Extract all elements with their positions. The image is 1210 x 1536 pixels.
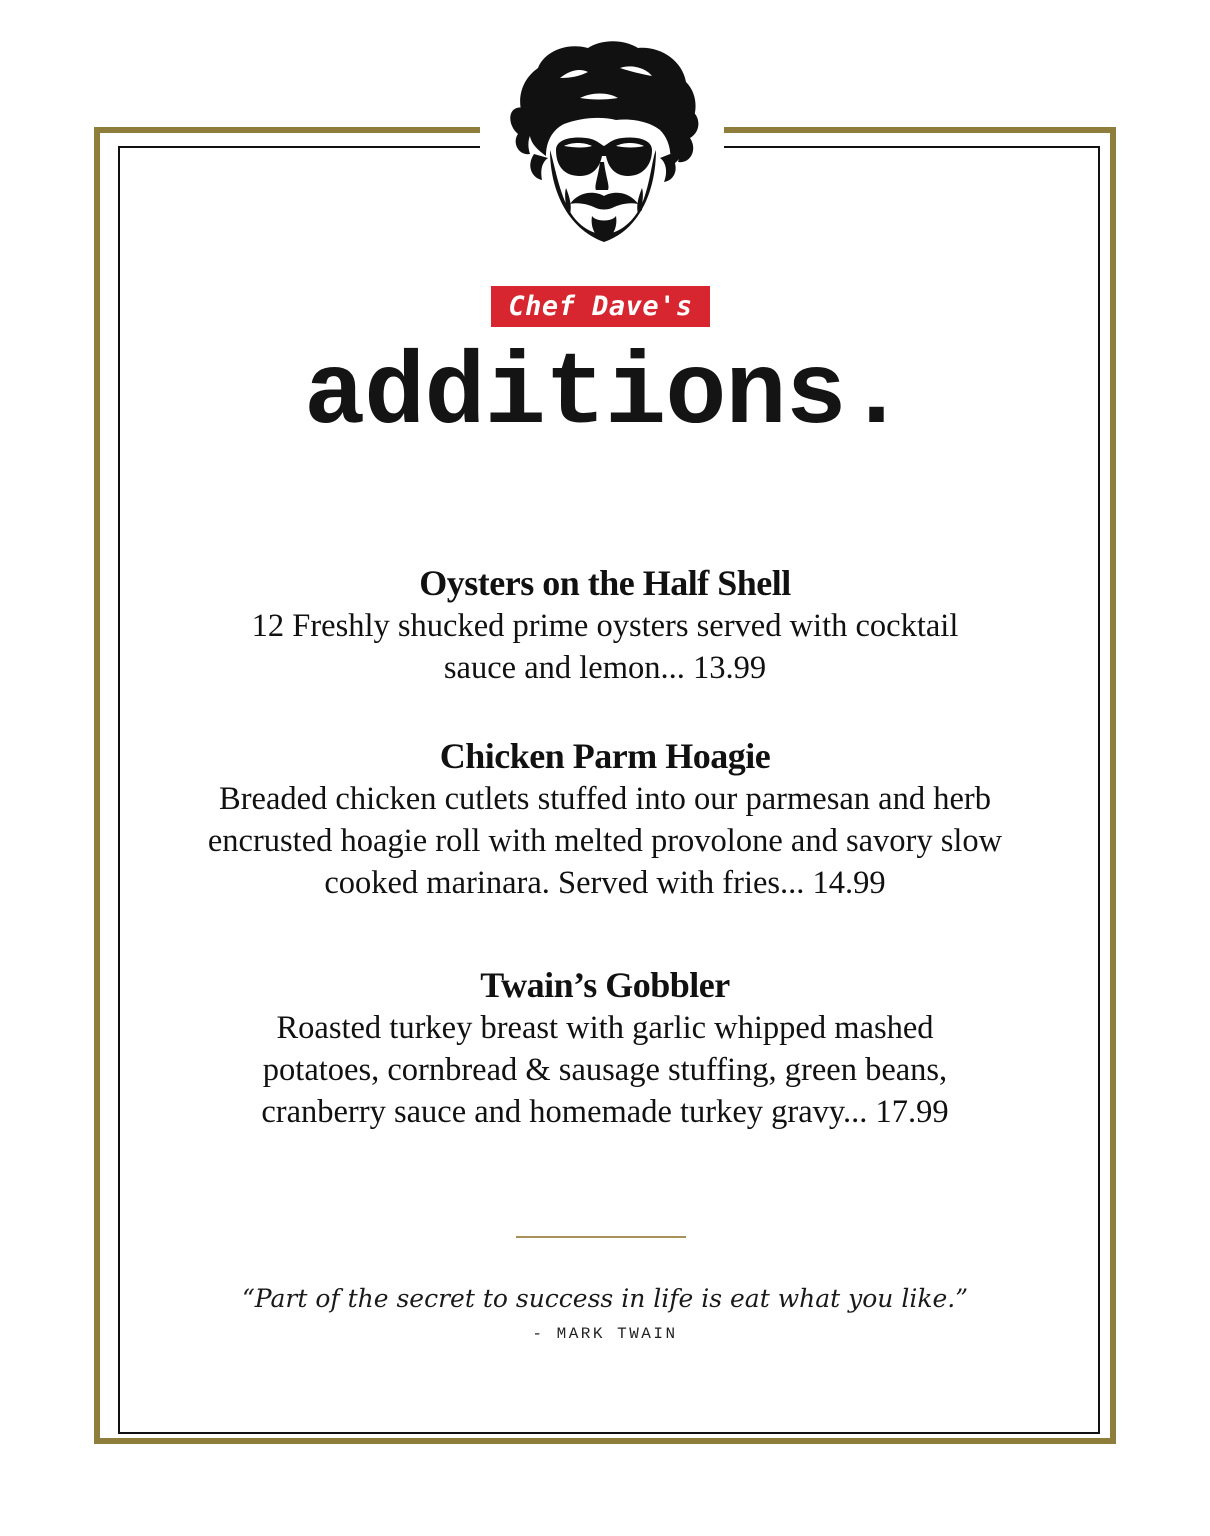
menu-item-description: Roasted turkey breast with garlic whipped mashed potatoes, cornbread & sausage stuffing, green beans, cranberry sauce and homemade turkey gravy... 17.99 (261, 1010, 949, 1130)
menu-item (160, 734, 1050, 904)
gold-divider (516, 1236, 686, 1238)
chef-daves-badge: Chef Dave's (491, 286, 710, 327)
chef-portrait-icon (500, 38, 706, 250)
menu-title: additions. (303, 337, 907, 453)
menu-item-name: Oysters on the Half Shell (419, 563, 791, 603)
quote-attribution: - MARK TWAIN (532, 1325, 678, 1343)
menu-item-description: 12 Freshly shucked prime oysters served with cocktail sauce and lemon... 13.99 (251, 608, 959, 686)
menu-item (160, 561, 1050, 689)
menu-items (160, 561, 1050, 1133)
menu-item-name: Twain’s Gobbler (480, 965, 730, 1005)
menu-item-description: Breaded chicken cutlets stuffed into our parmesan and herb encrusted hoagie roll with melted provolone and savory slow cooked marinara. Served with fries... 14.99 (207, 781, 1003, 901)
menu-item-name: Chicken Parm Hoagie (439, 736, 771, 776)
footer-quote: “Part of the secret to success in life is eat what you like.” (242, 1284, 968, 1313)
menu-item (160, 963, 1050, 1133)
